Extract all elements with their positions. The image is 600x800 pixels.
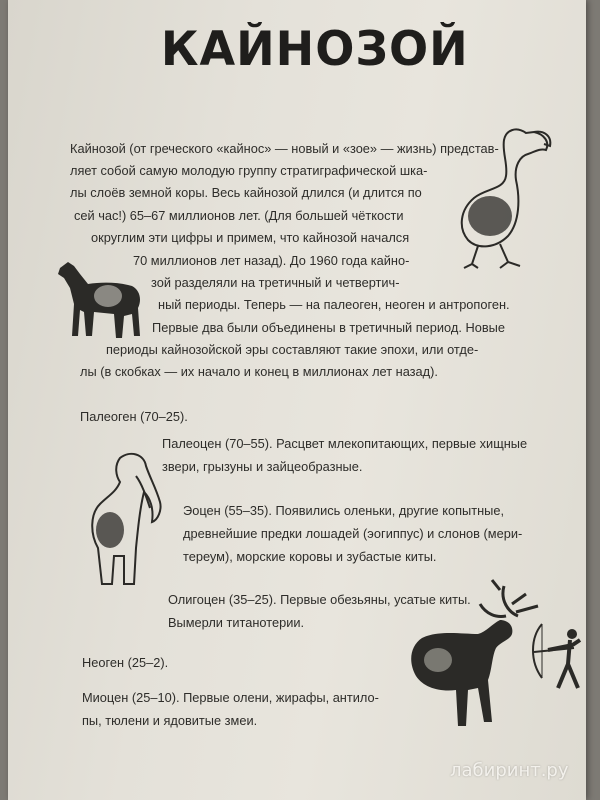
text-line-11: лы (в скобках — их начало и конец в миллионах лет назад). [80,364,438,379]
text-line-4: сей час!) 65–67 миллионов лет. (Для большей чёткости [74,208,404,223]
book-page [8,0,586,800]
text-line-paleocene-2: звери, грызуны и зайцеобразные. [162,459,363,474]
text-line-oligocene-1: Олигоцен (35–25). Первые обезьяны, усатые киты. [168,592,471,607]
text-line-oligocene-2: Вымерли титанотерии. [168,615,305,630]
text-line-eocene-1: Эоцен (55–35). Появились оленьки, другие копытные, [183,503,505,518]
archer-drawing-icon [528,618,588,698]
text-line-miocene-2: пы, тюлени и ядовитые змеи. [82,713,258,728]
watermark-text: лабиринт.ру [450,760,569,781]
text-line-1: Кайнозой (от греческого «кайнос» — новый и «зое» — жизнь) представ- [70,141,499,156]
text-line-8: ный периоды. Теперь — на палеоген, неоген и антропоген. [158,297,510,312]
text-line-paleocene-1: Палеоцен (70–55). Расцвет млекопитающих, первые хищные [162,436,528,451]
text-line-2: ляет собой самую молодую группу стратиграфической шка- [70,163,428,178]
horse-drawing-icon [52,254,152,344]
text-line-eocene-3: тереум), морские коровы и зубастые киты. [183,549,437,564]
text-line-miocene-1: Миоцен (25–10). Первые олени, жирафы, антило- [82,690,379,705]
bird-drawing-icon [416,118,566,278]
elephant-drawing-icon [80,448,175,593]
page-title: КАЙНОЗОЙ [160,22,469,77]
text-line-9: Первые два были объединены в третичный период. Новые [152,320,505,335]
text-line-eocene-2: древнейшие предки лошадей (эогиппус) и слонов (мери- [183,526,523,541]
text-line-3: лы слоёв земной коры. Весь кайнозой длился (и длится по [70,185,422,200]
text-line-5: округлим эти цифры и примем, что кайнозой начался [91,230,410,245]
text-line-6: 70 миллионов лет назад). До 1960 года кайно- [133,253,410,268]
section-heading-paleogene: Палеоген (70–25). [80,409,188,424]
section-heading-neogene: Неоген (25–2). [82,655,169,670]
text-line-10: периоды кайнозойской эры составляют такие эпохи, или отде- [106,342,479,357]
text-line-7: зой разделяли на третичный и четвертич- [151,275,400,290]
